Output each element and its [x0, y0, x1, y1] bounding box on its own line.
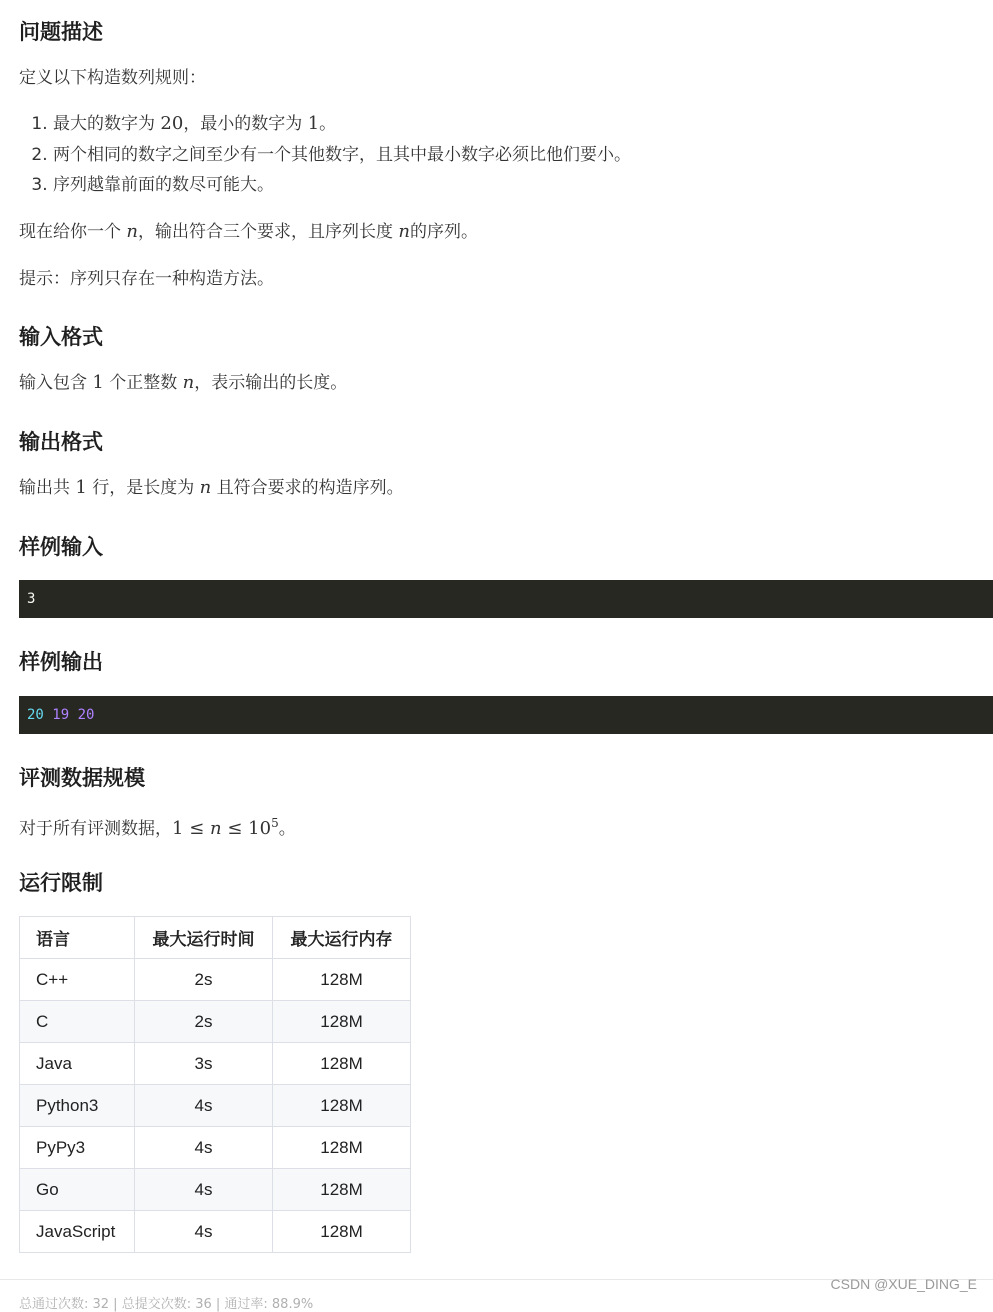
problem-hint: 提示：序列只存在一种构造方法。	[19, 269, 274, 289]
rules-list	[19, 109, 631, 201]
heading-runtime-limits: 运行限制	[19, 871, 103, 895]
math-one: 1	[307, 113, 320, 134]
problem-intro: 定义以下构造数列规则：	[19, 68, 206, 88]
rule-item: 2. 两个相同的数字之间至少有一个其他数字，且其中最小数字必须比他们要小。	[53, 140, 631, 171]
heading-problem-description: 问题描述	[19, 20, 103, 44]
sample-input-value: 3	[27, 591, 36, 607]
math-var-n: n	[398, 221, 410, 242]
table-row: PyPy3 4s 128M	[20, 1127, 411, 1169]
input-format-text: 输入包含 1 个正整数 n，表示输出的长度。	[19, 372, 348, 393]
problem-statement: 现在给你一个 n，输出符合三个要求，且序列长度 n的序列。	[19, 221, 478, 242]
heading-sample-output: 样例输出	[19, 650, 103, 674]
math-constraint: $1 \le n \le 10^5$	[172, 816, 279, 839]
table-row: Python3 4s 128M	[20, 1085, 411, 1127]
heading-sample-input: 样例输入	[19, 535, 103, 559]
table-row: JavaScript 4s 128M	[20, 1211, 411, 1253]
rule-item: 1. 最大的数字为 20，最小的数字为 1。	[53, 109, 631, 140]
col-max-time: 最大运行时间	[135, 917, 273, 959]
table-row: Java 3s 128M	[20, 1043, 411, 1085]
math-var-n: n	[126, 221, 138, 242]
output-format-text: 输出共 1 行，是长度为 n 且符合要求的构造序列。	[19, 477, 404, 498]
limits-table	[19, 916, 411, 1253]
output-token: 20	[27, 707, 44, 723]
csdn-watermark: CSDN @XUE_DING_E	[830, 1276, 977, 1292]
heading-output-format: 输出格式	[19, 430, 103, 454]
output-token: 19	[52, 707, 70, 723]
math-var-n: n	[182, 372, 195, 393]
table-row: C++ 2s 128M	[20, 959, 411, 1001]
submission-stats: 总通过次数: 32 | 总提交次数: 36 | 通过率: 88.9%	[19, 1297, 314, 1312]
rule-item: 3. 序列越靠前面的数尽可能大。	[53, 170, 631, 201]
output-token: 20	[77, 707, 95, 723]
heading-data-scale: 评测数据规模	[19, 766, 145, 790]
sample-input-code[interactable]	[19, 580, 993, 618]
sample-output-code[interactable]	[19, 696, 993, 734]
table-row: C 2s 128M	[20, 1001, 411, 1043]
data-scale-text: 对于所有评测数据，$1 \le n \le 10^5$。	[19, 816, 296, 839]
table-row: Go 4s 128M	[20, 1169, 411, 1211]
math-twenty: 20	[160, 113, 184, 134]
col-language: 语言	[20, 917, 135, 959]
table-header-row	[20, 917, 411, 959]
heading-input-format: 输入格式	[19, 325, 103, 349]
col-max-memory: 最大运行内存	[273, 917, 411, 959]
math-var-n: n	[199, 477, 212, 498]
